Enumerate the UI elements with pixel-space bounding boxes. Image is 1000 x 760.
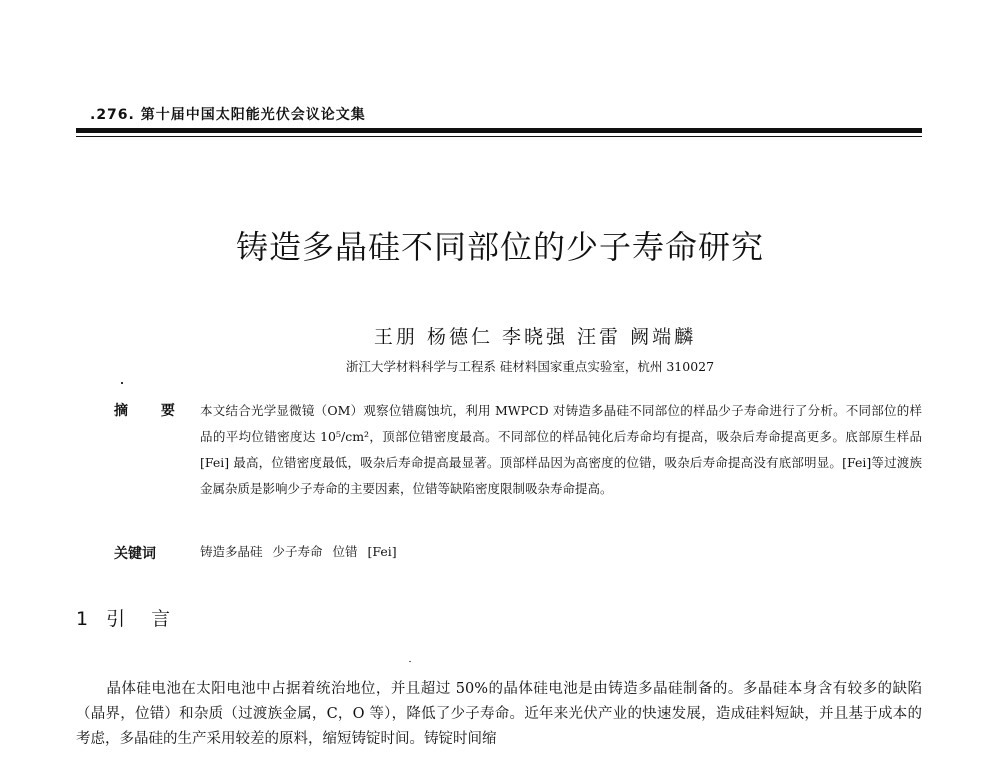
paper-title: 铸造多晶硅不同部位的少子寿命研究: [235, 228, 764, 266]
section-title: 引 言: [106, 608, 181, 630]
stray-mark: [409, 661, 411, 662]
stray-dot: [121, 382, 123, 384]
paper-authors: 王朋 杨德仁 李晓强 汪雷 阙端麟: [373, 326, 697, 348]
running-header: .276. 第十届中国太阳能光伏会议论文集: [90, 107, 366, 123]
keyword-item: 铸造多晶硅: [200, 544, 263, 559]
abstract-label: 摘 要: [114, 403, 189, 419]
abstract-text: 本文结合光学显微镜（OM）观察位错腐蚀坑，利用 MWPCD 对铸造多晶硅不同部位的样品少子寿命进行了分析。不同部位的样品的平均位错密度达 10⁵/cm²，顶部位错密度最高。不同部位的样品钝化后寿命均有提高，吸杂后寿命提高更多。底部原生样品 [Fei] 最高，位错密度最低，吸杂后寿命提高最显著。顶部样品因为高密度的位错，吸杂后寿命提高没有底部明显。[Fei]等过渡族金属杂质是影响少子寿命的主要因素，位错等缺陷密度限制吸杂寿命提高。: [200, 403, 922, 496]
header-rule-thin: [76, 136, 922, 137]
keywords-list: [200, 542, 397, 560]
body-paragraph-text: 晶体硅电池在太阳电池中占据着统治地位，并且超过 50%的晶体硅电池是由铸造多晶硅制备的。多晶硅本身含有较多的缺陷（晶界，位错）和杂质（过渡族金属，C，O 等），降低了少子寿命。近年来光伏产业的快速发展，造成硅料短缺，并且基于成本的考虑，多晶硅的生产采用较差的原料，缩短铸锭时间。铸锭时间缩: [76, 681, 922, 747]
keyword-item: 少子寿命: [272, 544, 323, 559]
body-paragraph: [76, 677, 922, 752]
header-rule-thick: [76, 128, 922, 133]
section-number: 1: [76, 608, 89, 630]
keywords-label: 关键词: [114, 546, 156, 562]
keyword-item: [Fei]: [367, 544, 397, 559]
paper-affiliation: 浙江大学材料科学与工程系 硅材料国家重点实验室，杭州 310027: [345, 359, 715, 374]
keyword-item: 位错: [332, 544, 358, 559]
section-heading: [76, 604, 180, 631]
